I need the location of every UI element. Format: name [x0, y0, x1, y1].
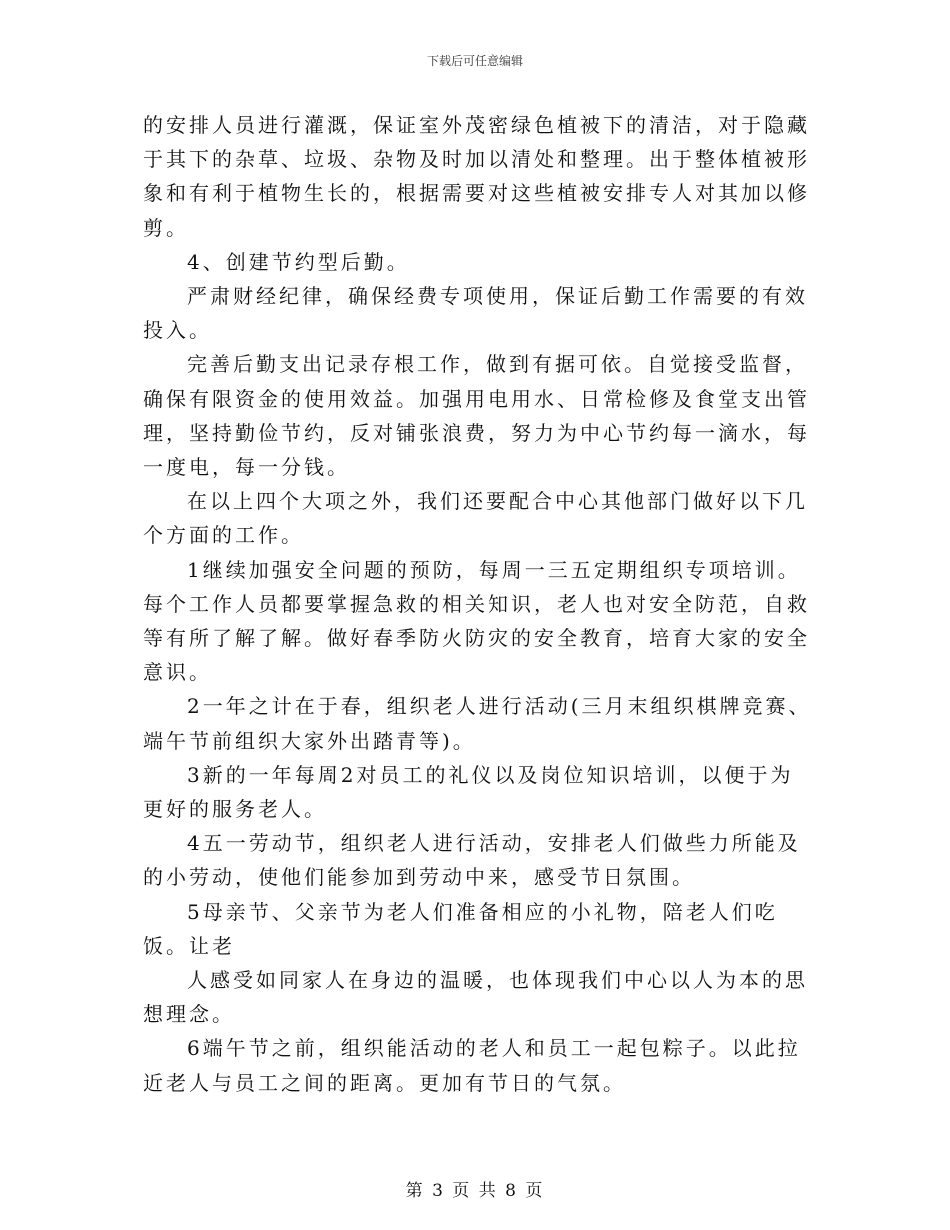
paragraph-expenses: 完善后勤支出记录存根工作，做到有据可依。自觉接受监督，确保有限资金的使用效益。加强用电用水、日常检修及食堂支出管理，坚持勤俭节约，反对铺张浪费，努力为中心节约每一滴水，每一度电，每一分钱。: [143, 352, 810, 480]
paragraph-item-2: 2一年之计在于春，组织老人进行活动(三月末组织棋牌竞赛、端午节前组织大家外出踏青等)。: [143, 694, 812, 753]
paragraph-irrigation: 的安排人员进行灌溉，保证室外茂密绿色植被下的清洁，对于隐藏于其下的杂草、垃圾、杂物及时加以清处和整理。出于整体植被形象和有利于植物生长的，根据需要对这些植被安排专人对其加以修剪。: [143, 113, 810, 240]
page-header: 下载后可任意编辑: [426, 54, 523, 68]
paragraph-item-3: 3新的一年每周2对员工的礼仪以及岗位知识培训，以便于为更好的服务老人。: [143, 762, 794, 822]
page-number: 第 3 页 共 8 页: [405, 1181, 545, 1201]
paragraph-item-5: 5母亲节、父亲节为老人们准备相应的小礼物，陪老人们吃饭。让老: [143, 899, 778, 958]
paragraph-finance: 严肃财经纪律，确保经费专项使用，保证后勤工作需要的有效投入。: [143, 284, 808, 343]
paragraph-heading-4: 4、创建节约型后勤。: [187, 249, 410, 274]
paragraph-item-6: 6端午节之前，组织能活动的老人和员工一起包粽子。以此拉近老人与员工之间的距离。更加有节日的气氛。: [143, 1036, 801, 1095]
paragraph-item-4: 4五一劳动节，组织老人进行活动，安排老人们做些力所能及的小劳动，使他们能参加到劳动中来，感受节日氛围。: [143, 831, 801, 890]
document-body: [143, 108, 813, 1100]
paragraph-item-5-cont: 人感受如同家人在身边的温暖，也体现我们中心以人为本的思想理念。: [143, 968, 808, 1027]
paragraph-other-work: 在以上四个大项之外，我们还要配合中心其他部门做好以下几个方面的工作。: [143, 489, 808, 548]
paragraph-item-1: 1继续加强安全问题的预防，每周一三五定期组织专项培训。每个工作人员都要掌握急救的相关知识，老人也对安全防范，自救等有所了解了解。做好春季防火防灾的安全教育，培育大家的安全意识。: [143, 557, 810, 685]
